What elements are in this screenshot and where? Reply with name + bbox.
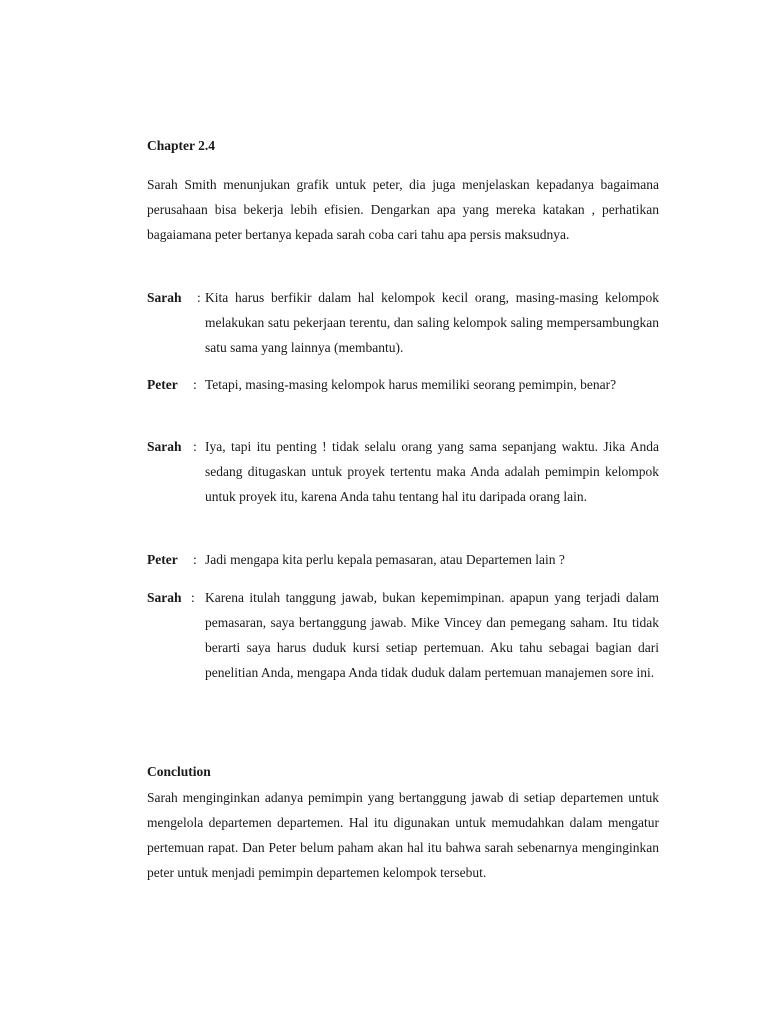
speaker-name: Sarah xyxy=(147,590,182,605)
conclusion-paragraph: Sarah menginginkan adanya pemimpin yang bertanggung jawab di setiap departemen untuk mengelola departemen departemen. Hal itu digunakan untuk memudahkan dalam mengatur pertemuan rapat. Dan Peter belum paham akan hal itu bahwa sarah sebenarnya menginginkan peter untuk menjadi pemimpin departemen kelompok tersebut. xyxy=(147,790,659,880)
intro-paragraph: Sarah Smith menunjukan grafik untuk peter, dia juga menjelaskan kepadanya bagaimana perusahaan bisa bekerja lebih efisien. Dengarkan apa yang mereka katakan , perhatikan bagaiamana peter bertanya kepada sarah coba cari tahu apa persis maksudnya. xyxy=(147,177,659,242)
speaker-separator: : xyxy=(191,590,195,605)
speaker-name: Sarah xyxy=(147,290,182,305)
speaker-separator: : xyxy=(193,552,197,567)
speaker-name: Peter xyxy=(147,377,178,392)
speech-text: Tetapi, masing-masing kelompok harus memiliki seorang pemimpin, benar? xyxy=(205,377,617,392)
speech-text: Kita harus berfikir dalam hal kelompok kecil orang, masing-masing kelompok melakukan satu pekerjaan terentu, dan saling kelompok saling mempersambungkan satu sama yang lainnya (membantu). xyxy=(205,290,659,355)
chapter-title: Chapter 2.4 xyxy=(147,138,216,153)
speaker-separator: : xyxy=(193,377,197,392)
conclusion-title: Conclution xyxy=(147,764,211,779)
speech-text: Jadi mengapa kita perlu kepala pemasaran, atau Departemen lain ? xyxy=(205,552,565,567)
speech-text: Iya, tapi itu penting ! tidak selalu orang yang sama sepanjang waktu. Jika Anda sedang ditugaskan untuk proyek tertentu maka Anda adalah pemimpin kelompok untuk proyek itu, karena Anda tahu tentang hal itu daripada orang lain. xyxy=(205,439,659,504)
speaker-separator: : xyxy=(193,439,197,454)
speaker-name: Sarah xyxy=(147,439,182,454)
speech-text: Karena itulah tanggung jawab, bukan kepemimpinan. apapun yang terjadi dalam pemasaran, saya bertanggung jawab. Mike Vincey dan pemegang saham. Itu tidak berarti saya harus duduk kursi setiap pertemuan. Aku tahu sebagai bagian dari penelitian Anda, mengapa Anda tidak duduk dalam pertemuan manajemen sore ini. xyxy=(205,590,659,680)
speaker-separator: : xyxy=(197,290,201,305)
speaker-name: Peter xyxy=(147,552,178,567)
